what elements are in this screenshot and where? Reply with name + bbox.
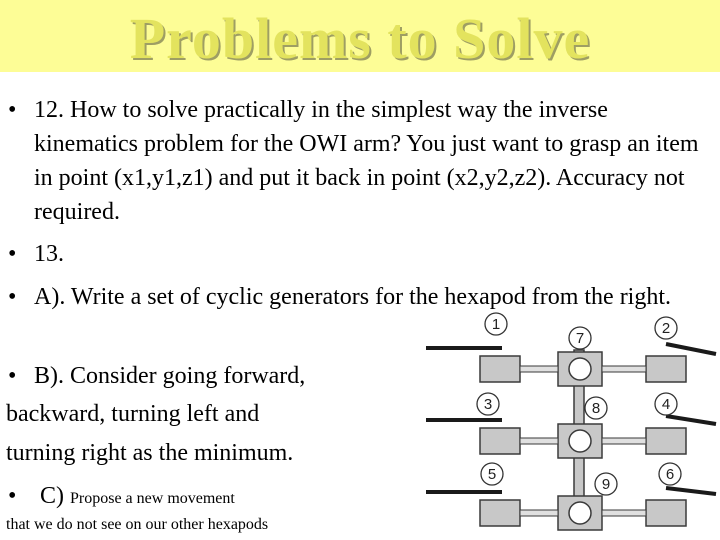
axle — [602, 438, 646, 444]
item-b-line3: turning right as the minimum. — [6, 440, 294, 466]
axle — [602, 366, 646, 372]
item-c-small: Propose a new movement — [70, 490, 235, 507]
item-b-line2: backward, turning left and — [6, 401, 260, 427]
label-5: 5 — [487, 466, 497, 483]
item-c-label: C) — [40, 483, 64, 509]
servo-block — [480, 500, 520, 526]
item-12-text: 12. How to solve practically in the simplest way the inverse kinematics problem for the OWI arm? You just want to grasp an item in point (x1,y1,z1) and put it back in point (x2,y2,z2). Accuracy not required. — [34, 97, 699, 225]
joint-circle — [569, 502, 591, 524]
bullet-dot: • — [8, 284, 17, 310]
joint-circle — [569, 358, 591, 380]
axle — [520, 438, 558, 444]
label-6: 6 — [665, 466, 675, 483]
leg-6 — [666, 488, 716, 494]
bullet-dot: • — [8, 97, 17, 123]
servo-block — [480, 428, 520, 454]
servo-block — [646, 356, 686, 382]
hexapod-diagram — [420, 308, 720, 540]
leg-2 — [666, 344, 716, 354]
label-1: 1 — [491, 316, 501, 333]
label-9: 9 — [601, 476, 611, 493]
label-4: 4 — [661, 396, 671, 413]
bullet-dot: • — [8, 241, 17, 267]
label-8: 8 — [591, 400, 601, 417]
joint-circle — [569, 430, 591, 452]
servo-block — [646, 500, 686, 526]
item-a-text: A). Write a set of cyclic generators for the hexapod from the right. — [34, 284, 672, 310]
slide-title: Problems to Solve — [129, 6, 591, 71]
item-13-text: 13. — [34, 241, 64, 267]
servo-block — [646, 428, 686, 454]
item-c-text — [40, 479, 235, 516]
axle — [520, 366, 558, 372]
servo-block — [480, 356, 520, 382]
axle — [602, 510, 646, 516]
label-2: 2 — [661, 320, 671, 337]
leg-4 — [666, 416, 716, 424]
label-3: 3 — [483, 396, 493, 413]
item-c-line2: that we do not see on our other hexapods — [6, 516, 269, 533]
bullet-dot: • — [8, 483, 17, 509]
bullet-dot: • — [8, 363, 17, 389]
item-b-line1: B). Consider going forward, — [34, 363, 306, 389]
axle — [520, 510, 558, 516]
label-7: 7 — [575, 330, 585, 347]
